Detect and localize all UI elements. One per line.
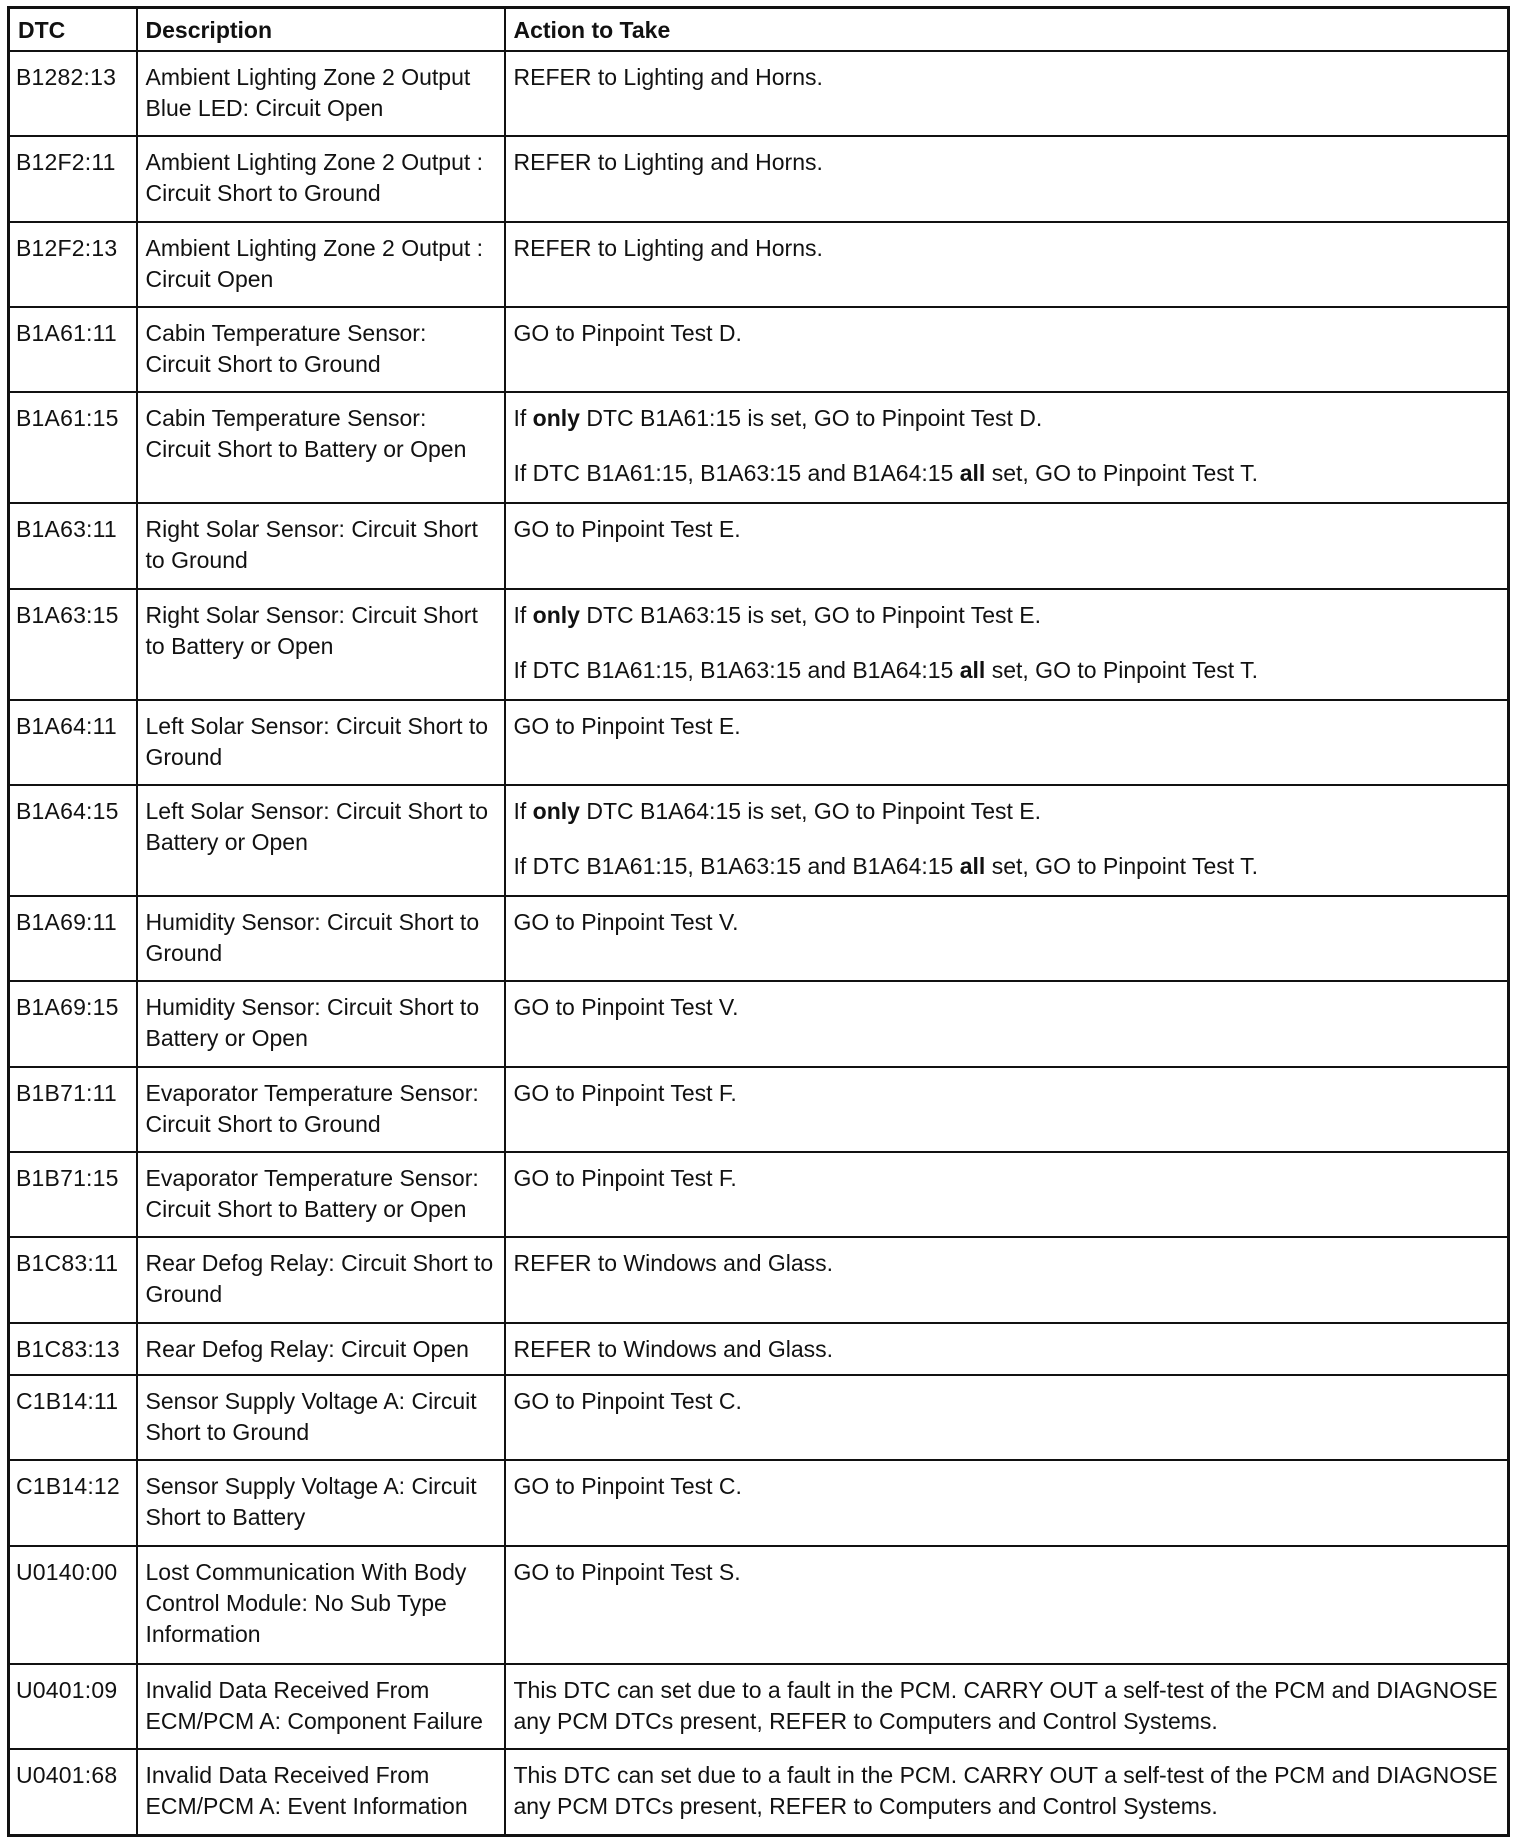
header-description: Description [137, 8, 505, 52]
table-row [9, 1460, 1509, 1545]
action-text: GO to Pinpoint Test F. [513, 1164, 737, 1191]
action-line [514, 655, 1500, 686]
action-cell [505, 1375, 1509, 1460]
action-text: If [513, 797, 533, 824]
table-row [9, 1237, 1509, 1322]
table-row [9, 589, 1509, 700]
action-line [514, 233, 1500, 264]
action-cell [505, 503, 1509, 588]
action-cell [505, 307, 1509, 392]
dtc-code: B1282:13 [9, 51, 137, 136]
action-line [514, 1386, 1500, 1417]
action-cell [505, 1067, 1509, 1152]
action-text: DTC B1A63:15 is set, GO to Pinpoint Test E. [579, 601, 1042, 628]
action-cell [505, 1749, 1509, 1835]
action-cell [505, 1237, 1509, 1322]
action-text: GO to Pinpoint Test C. [513, 1387, 742, 1414]
dtc-code: B1B71:15 [9, 1152, 137, 1237]
action-line [514, 318, 1500, 349]
dtc-description: Rear Defog Relay: Circuit Open [137, 1323, 505, 1375]
dtc-code: B1A64:11 [9, 700, 137, 785]
action-cell [505, 1546, 1509, 1664]
dtc-code: B1A63:11 [9, 503, 137, 588]
dtc-code: B1A61:11 [9, 307, 137, 392]
action-emphasis: all [959, 460, 986, 487]
header-row [9, 8, 1509, 52]
action-text: GO to Pinpoint Test E. [513, 516, 741, 543]
action-text: REFER to Windows and Glass. [513, 1250, 834, 1277]
action-text: If DTC B1A61:15, B1A63:15 and B1A64:15 [513, 852, 960, 879]
action-emphasis: all [959, 656, 986, 683]
action-cell [505, 589, 1509, 700]
dtc-code: U0401:09 [9, 1664, 137, 1749]
table-row [9, 307, 1509, 392]
action-line [514, 711, 1500, 742]
dtc-description: Ambient Lighting Zone 2 Output : Circuit Short to Ground [137, 136, 505, 221]
action-line [514, 907, 1500, 938]
action-cell [505, 1664, 1509, 1749]
action-text: GO to Pinpoint Test V. [513, 908, 739, 935]
dtc-description: Sensor Supply Voltage A: Circuit Short to Battery [137, 1460, 505, 1545]
table-row [9, 503, 1509, 588]
action-cell [505, 222, 1509, 307]
dtc-description: Ambient Lighting Zone 2 Output Blue LED: Circuit Open [137, 51, 505, 136]
table-row [9, 700, 1509, 785]
dtc-description: Evaporator Temperature Sensor: Circuit Short to Ground [137, 1067, 505, 1152]
action-text: GO to Pinpoint Test S. [513, 1558, 741, 1585]
table-row [9, 785, 1509, 896]
action-cell [505, 700, 1509, 785]
table-row [9, 51, 1509, 136]
dtc-code: B1A63:15 [9, 589, 137, 700]
action-cell [505, 1323, 1509, 1375]
action-line [514, 1675, 1500, 1737]
action-text: If DTC B1A61:15, B1A63:15 and B1A64:15 [513, 460, 960, 487]
dtc-description: Evaporator Temperature Sensor: Circuit Short to Battery or Open [137, 1152, 505, 1237]
action-text: This DTC can set due to a fault in the PCM. CARRY OUT a self-test of the PCM and DIAGNOSE any PCM DTCs present, REFER to Computers and Control Systems. [513, 1677, 1498, 1735]
dtc-code: C1B14:11 [9, 1375, 137, 1460]
action-text: REFER to Lighting and Horns. [513, 64, 823, 90]
table-header [9, 8, 1509, 52]
action-emphasis: only [532, 797, 580, 824]
dtc-description: Ambient Lighting Zone 2 Output : Circuit Open [137, 222, 505, 307]
dtc-description: Left Solar Sensor: Circuit Short to Ground [137, 700, 505, 785]
action-text: GO to Pinpoint Test V. [513, 994, 739, 1021]
action-cell [505, 1460, 1509, 1545]
action-line [514, 600, 1500, 631]
action-line [514, 992, 1500, 1023]
table-row [9, 1664, 1509, 1749]
dtc-code: B1A61:15 [9, 392, 137, 503]
action-cell [505, 896, 1509, 981]
action-text: DTC B1A61:15 is set, GO to Pinpoint Test D. [579, 405, 1043, 432]
table-row [9, 1375, 1509, 1460]
action-line [514, 1334, 1500, 1365]
table-row [9, 136, 1509, 221]
dtc-code: B1A69:11 [9, 896, 137, 981]
action-text: If DTC B1A61:15, B1A63:15 and B1A64:15 [513, 656, 960, 683]
action-text: GO to Pinpoint Test F. [513, 1079, 737, 1106]
dtc-description: Sensor Supply Voltage A: Circuit Short to Ground [137, 1375, 505, 1460]
header-dtc: DTC [9, 8, 137, 52]
action-text: If [513, 405, 533, 432]
action-emphasis: only [532, 601, 580, 628]
action-emphasis: all [959, 852, 986, 879]
action-line [514, 1248, 1500, 1279]
dtc-description: Invalid Data Received From ECM/PCM A: Event Information [137, 1749, 505, 1835]
dtc-code: B1A64:15 [9, 785, 137, 896]
action-text: set, GO to Pinpoint Test T. [985, 852, 1259, 879]
action-text: GO to Pinpoint Test C. [513, 1473, 742, 1500]
action-line [514, 1163, 1500, 1194]
table-row [9, 981, 1509, 1066]
action-emphasis: only [532, 405, 580, 432]
action-line [514, 458, 1500, 489]
action-line [514, 1557, 1500, 1588]
header-action: Action to Take [505, 8, 1509, 52]
dtc-code: B1C83:13 [9, 1323, 137, 1375]
action-text: DTC B1A64:15 is set, GO to Pinpoint Test E. [579, 797, 1042, 824]
dtc-code: U0401:68 [9, 1749, 137, 1835]
action-text: GO to Pinpoint Test E. [513, 712, 741, 739]
action-line [514, 403, 1500, 434]
dtc-description: Lost Communication With Body Control Module: No Sub Type Information [137, 1546, 505, 1664]
dtc-code: U0140:00 [9, 1546, 137, 1664]
action-line [514, 514, 1500, 545]
table-body [9, 51, 1509, 1836]
dtc-code: B12F2:13 [9, 222, 137, 307]
dtc-description: Rear Defog Relay: Circuit Short to Ground [137, 1237, 505, 1322]
action-text: This DTC can set due to a fault in the PCM. CARRY OUT a self-test of the PCM and DIAGNOSE any PCM DTCs present, REFER to Computers and Control Systems. [513, 1762, 1498, 1820]
dtc-code: B12F2:11 [9, 136, 137, 221]
action-cell [505, 136, 1509, 221]
action-text: set, GO to Pinpoint Test T. [985, 656, 1259, 683]
action-text: GO to Pinpoint Test D. [513, 320, 742, 347]
dtc-description: Humidity Sensor: Circuit Short to Battery or Open [137, 981, 505, 1066]
table-row [9, 392, 1509, 503]
action-line [514, 1078, 1500, 1109]
table-row [9, 896, 1509, 981]
action-text: If [513, 601, 533, 628]
action-text: REFER to Lighting and Horns. [513, 149, 823, 176]
action-text: REFER to Lighting and Horns. [513, 234, 823, 261]
dtc-code: C1B14:12 [9, 1460, 137, 1545]
action-cell [505, 1152, 1509, 1237]
action-line [514, 851, 1500, 882]
action-cell [505, 51, 1509, 136]
action-line [514, 796, 1500, 827]
table-row [9, 1546, 1509, 1664]
dtc-description: Right Solar Sensor: Circuit Short to Battery or Open [137, 589, 505, 700]
dtc-code: B1B71:11 [9, 1067, 137, 1152]
table-row [9, 222, 1509, 307]
action-text: REFER to Windows and Glass. [513, 1335, 834, 1362]
action-line [514, 1471, 1500, 1502]
action-line [514, 62, 1500, 93]
action-text: set, GO to Pinpoint Test T. [985, 460, 1259, 487]
table-row [9, 1152, 1509, 1237]
dtc-table [7, 6, 1510, 1837]
dtc-description: Cabin Temperature Sensor: Circuit Short to Ground [137, 307, 505, 392]
dtc-code: B1C83:11 [9, 1237, 137, 1322]
table-row [9, 1323, 1509, 1375]
table-row [9, 1067, 1509, 1152]
action-line [514, 147, 1500, 178]
dtc-code: B1A69:15 [9, 981, 137, 1066]
dtc-description: Left Solar Sensor: Circuit Short to Battery or Open [137, 785, 505, 896]
action-line [514, 1760, 1500, 1822]
table-row [9, 1749, 1509, 1835]
dtc-description: Right Solar Sensor: Circuit Short to Ground [137, 503, 505, 588]
action-cell [505, 981, 1509, 1066]
action-cell [505, 392, 1509, 503]
dtc-description: Humidity Sensor: Circuit Short to Ground [137, 896, 505, 981]
action-cell [505, 785, 1509, 896]
dtc-description: Invalid Data Received From ECM/PCM A: Component Failure [137, 1664, 505, 1749]
dtc-description: Cabin Temperature Sensor: Circuit Short to Battery or Open [137, 392, 505, 503]
